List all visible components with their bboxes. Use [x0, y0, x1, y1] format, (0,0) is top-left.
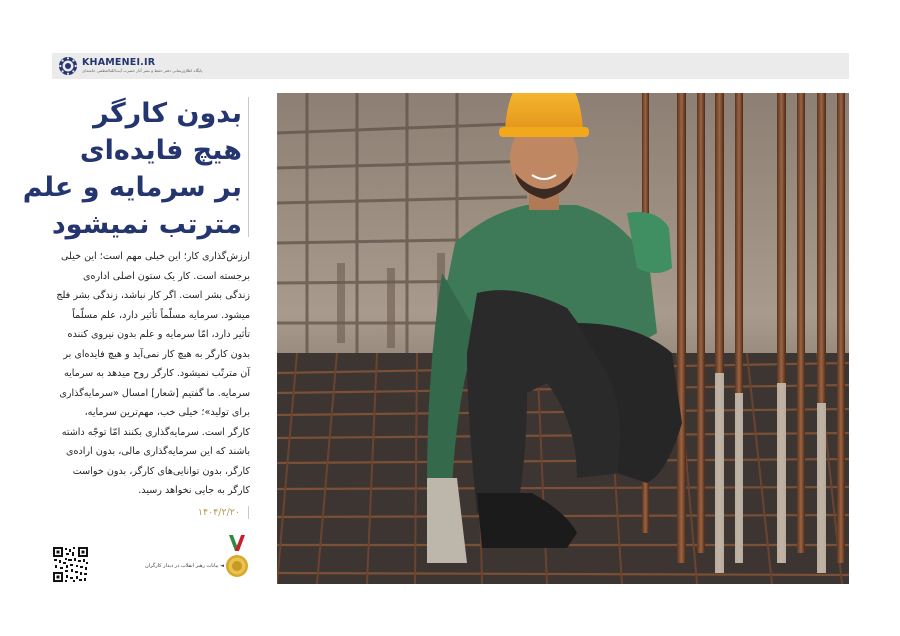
medal-emblem-icon — [225, 535, 249, 581]
quote-line: کارگر است. سرمایه‌گذاری بکنند امّا توجّه داشته — [61, 426, 250, 438]
title-divider — [248, 97, 249, 237]
quote-line: سرمایه. ما گفتیم [شعار] امسال «سرمایه‌گذاری — [59, 387, 250, 399]
headline-line: هیچ فایده‌ای — [79, 135, 242, 166]
site-logo[interactable] — [58, 56, 208, 76]
quote-line: برای تولید»؛ خیلی خب، مهم‌ترین سرمایه، — [84, 407, 250, 418]
quote-line: باشند که این سرمایه‌گذاری مالی، بدون اراده‌ی — [65, 446, 250, 457]
headline — [22, 95, 242, 243]
quote-line: کارگر به جایی نخواهد رسید. — [138, 485, 250, 496]
quote-line: تأثیر دارد، امّا سرمایه و علم بدون نیروی کننده — [67, 329, 250, 340]
qr-code-icon[interactable] — [52, 546, 89, 583]
quote-date: ۱۴۰۴/۲/۲۰ — [197, 507, 240, 518]
footer-caption: ◄ بیانات رهبر انقلاب در دیدار کارگران — [145, 563, 224, 569]
header-bar — [52, 53, 849, 79]
headline-line: بدون کارگر — [93, 98, 242, 129]
quote-line: بدون کارگر به هیچ کار نمی‌آید و هیچ فایده‌ای بر — [63, 348, 250, 360]
quote-body — [52, 247, 250, 501]
headline-line: بر سرمایه و علم — [22, 172, 242, 203]
logo-emblem-icon — [58, 56, 78, 76]
quote-line: میشود. سرمایه مسلّماً تأثیر دارد، علم مسلّماً — [72, 309, 250, 321]
quote-line: برجسته است. کار یک ستون اصلی اداره‌ی — [82, 270, 250, 282]
quote-line: ارزش‌گذاری کار؛ این خیلی مهم است؛ این خیلی — [61, 251, 250, 262]
logo-text: KHAMENEI.IR — [82, 57, 156, 68]
quote-line: زندگی بشر است. اگر کار نباشد، زندگی بشر فلج — [56, 290, 250, 301]
worker-photo — [277, 93, 849, 584]
poster — [22, 53, 849, 584]
date-divider — [248, 506, 249, 519]
headline-line: مترتب نمیشود — [51, 209, 242, 240]
quote-line: آن مترتّب نمیشود. کارگر روح میدهد به سرمایه — [63, 368, 250, 379]
quote-line: کارگر، بدون توانایی‌های کارگر، بدون خواست — [72, 465, 250, 477]
logo-subtitle: پایگاه اطلاع‌رسانی دفتر حفظ و نشر آثار حضرت آیت‌الله‌العظمی خامنه‌ای — [82, 68, 203, 73]
